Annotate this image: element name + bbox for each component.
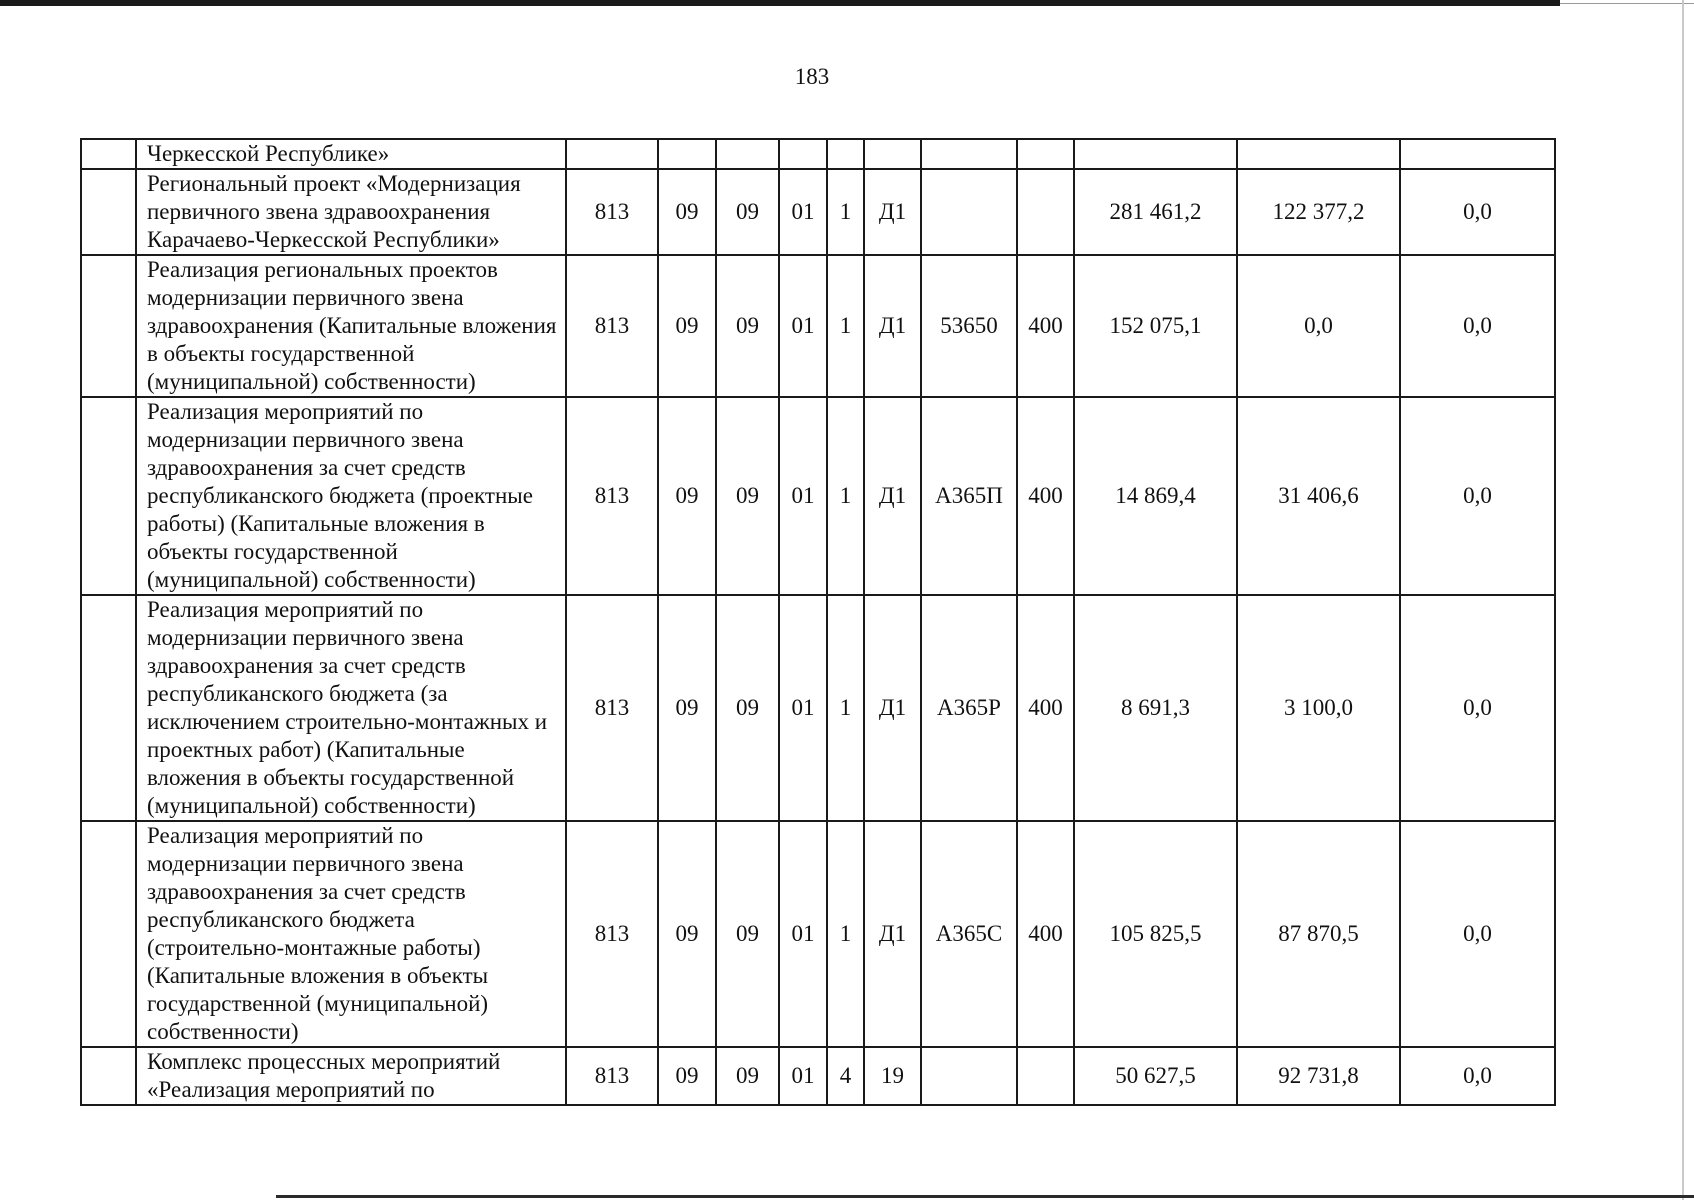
- code-ministry-cell: 813: [566, 255, 658, 397]
- amount-year3-cell: 0,0: [1400, 169, 1555, 255]
- code-direction-cell: 53650: [921, 255, 1017, 397]
- scan-top-edge: [0, 0, 1560, 6]
- code-subsection-cell: 09: [716, 595, 779, 821]
- name-cell: Реализация региональных проектов модернизации первичного звена здравоохранения (Капитальные вложения в объекты государственной (муниципальной) собственности): [136, 255, 566, 397]
- amount-year2-cell: [1237, 139, 1400, 169]
- name-cell: Черкесской Республике»: [136, 139, 566, 169]
- code-section-cell: 09: [658, 255, 716, 397]
- table-row: [81, 255, 1555, 397]
- code-expense-type-cell: [1017, 169, 1074, 255]
- code-type-cell: 1: [827, 595, 864, 821]
- name-cell: Региональный проект «Модернизация первичного звена здравоохранения Карачаево-Черкесской Республики»: [136, 169, 566, 255]
- table-row: [81, 821, 1555, 1047]
- code-section-cell: 09: [658, 169, 716, 255]
- code-section-cell: 09: [658, 821, 716, 1047]
- code-expense-type-cell: [1017, 1047, 1074, 1105]
- row-number-cell: [81, 169, 136, 255]
- code-program-cell: 01: [779, 397, 827, 595]
- code-subsection-cell: 09: [716, 821, 779, 1047]
- code-type-cell: 1: [827, 821, 864, 1047]
- code-type-cell: 1: [827, 255, 864, 397]
- code-project-cell: Д1: [864, 397, 921, 595]
- name-cell: Реализация мероприятий по модернизации первичного звена здравоохранения за счет средств республиканского бюджета (за исключением строительно-монтажных и проектных работ) (Капитальные вложения в объекты государственной (муниципальной) собственности): [136, 595, 566, 821]
- amount-year1-cell: 8 691,3: [1074, 595, 1237, 821]
- amount-year3-cell: 0,0: [1400, 1047, 1555, 1105]
- row-number-cell: [81, 1047, 136, 1105]
- code-ministry-cell: 813: [566, 169, 658, 255]
- code-project-cell: [864, 139, 921, 169]
- amount-year3-cell: [1400, 139, 1555, 169]
- table-row: [81, 139, 1555, 169]
- code-project-cell: Д1: [864, 821, 921, 1047]
- amount-year3-cell: 0,0: [1400, 595, 1555, 821]
- code-expense-type-cell: 400: [1017, 397, 1074, 595]
- code-direction-cell: А365П: [921, 397, 1017, 595]
- amount-year1-cell: 281 461,2: [1074, 169, 1237, 255]
- code-direction-cell: [921, 169, 1017, 255]
- table-row: [81, 1047, 1555, 1105]
- amount-year2-cell: 31 406,6: [1237, 397, 1400, 595]
- code-subsection-cell: 09: [716, 169, 779, 255]
- code-subsection-cell: 09: [716, 1047, 779, 1105]
- scan-bottom-edge: [276, 1195, 1694, 1198]
- code-subsection-cell: 09: [716, 255, 779, 397]
- amount-year1-cell: 14 869,4: [1074, 397, 1237, 595]
- scan-top-edge-faint: [1560, 3, 1694, 4]
- table-row: [81, 169, 1555, 255]
- code-type-cell: 1: [827, 397, 864, 595]
- code-type-cell: [827, 139, 864, 169]
- code-subsection-cell: [716, 139, 779, 169]
- code-project-cell: Д1: [864, 255, 921, 397]
- code-project-cell: 19: [864, 1047, 921, 1105]
- budget-table: [80, 138, 1556, 1106]
- code-section-cell: [658, 139, 716, 169]
- code-program-cell: 01: [779, 595, 827, 821]
- amount-year3-cell: 0,0: [1400, 255, 1555, 397]
- code-expense-type-cell: 400: [1017, 255, 1074, 397]
- name-cell: Реализация мероприятий по модернизации первичного звена здравоохранения за счет средств республиканского бюджета (строительно-монтажные работы) (Капитальные вложения в объекты государственной (муниципальной) собственности): [136, 821, 566, 1047]
- name-cell: Реализация мероприятий по модернизации первичного звена здравоохранения за счет средств республиканского бюджета (проектные работы) (Капитальные вложения в объекты государственной (муниципальной) собственности): [136, 397, 566, 595]
- code-project-cell: Д1: [864, 169, 921, 255]
- row-number-cell: [81, 821, 136, 1047]
- code-ministry-cell: [566, 139, 658, 169]
- amount-year2-cell: 92 731,8: [1237, 1047, 1400, 1105]
- code-ministry-cell: 813: [566, 821, 658, 1047]
- code-program-cell: 01: [779, 821, 827, 1047]
- code-section-cell: 09: [658, 397, 716, 595]
- code-expense-type-cell: 400: [1017, 821, 1074, 1047]
- code-ministry-cell: 813: [566, 397, 658, 595]
- code-program-cell: 01: [779, 1047, 827, 1105]
- amount-year2-cell: 87 870,5: [1237, 821, 1400, 1047]
- amount-year1-cell: 105 825,5: [1074, 821, 1237, 1047]
- amount-year2-cell: 122 377,2: [1237, 169, 1400, 255]
- scan-right-edge: [1682, 0, 1684, 1200]
- code-direction-cell: [921, 1047, 1017, 1105]
- amount-year1-cell: 50 627,5: [1074, 1047, 1237, 1105]
- code-direction-cell: А365Р: [921, 595, 1017, 821]
- amount-year2-cell: 0,0: [1237, 255, 1400, 397]
- code-direction-cell: [921, 139, 1017, 169]
- amount-year3-cell: 0,0: [1400, 397, 1555, 595]
- code-expense-type-cell: [1017, 139, 1074, 169]
- code-program-cell: [779, 139, 827, 169]
- amount-year1-cell: [1074, 139, 1237, 169]
- code-program-cell: 01: [779, 169, 827, 255]
- code-ministry-cell: 813: [566, 595, 658, 821]
- code-expense-type-cell: 400: [1017, 595, 1074, 821]
- code-project-cell: Д1: [864, 595, 921, 821]
- code-section-cell: 09: [658, 595, 716, 821]
- amount-year3-cell: 0,0: [1400, 821, 1555, 1047]
- amount-year2-cell: 3 100,0: [1237, 595, 1400, 821]
- code-type-cell: 1: [827, 169, 864, 255]
- code-section-cell: 09: [658, 1047, 716, 1105]
- table-row: [81, 397, 1555, 595]
- code-subsection-cell: 09: [716, 397, 779, 595]
- code-ministry-cell: 813: [566, 1047, 658, 1105]
- code-type-cell: 4: [827, 1047, 864, 1105]
- row-number-cell: [81, 139, 136, 169]
- row-number-cell: [81, 397, 136, 595]
- row-number-cell: [81, 595, 136, 821]
- row-number-cell: [81, 255, 136, 397]
- code-direction-cell: А365С: [921, 821, 1017, 1047]
- page-number: 183: [794, 64, 830, 89]
- table-body: [81, 139, 1555, 1105]
- name-cell: Комплекс процессных мероприятий «Реализация мероприятий по: [136, 1047, 566, 1105]
- table-row: [81, 595, 1555, 821]
- amount-year1-cell: 152 075,1: [1074, 255, 1237, 397]
- code-program-cell: 01: [779, 255, 827, 397]
